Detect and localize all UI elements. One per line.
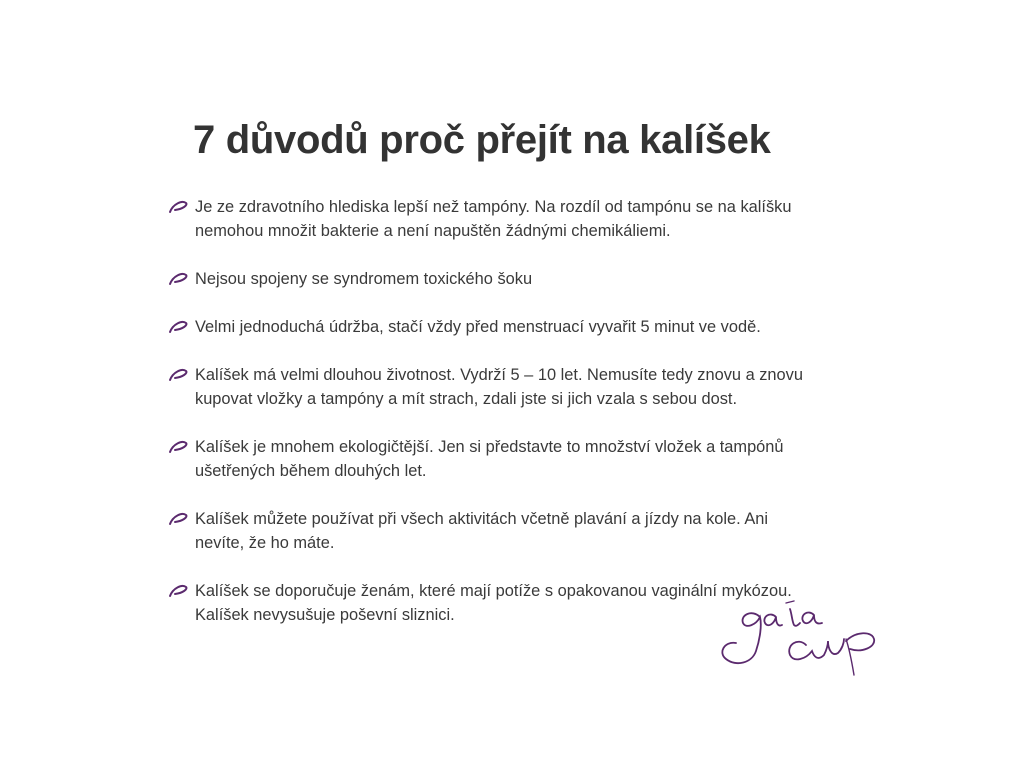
reason-item xyxy=(168,195,868,243)
reason-line: kupovat vložky a tampóny a mít strach, zdali jste si jich vzala s sebou dost. xyxy=(195,390,738,408)
reason-line: nevíte, že ho máte. xyxy=(195,534,335,552)
reason-item xyxy=(168,267,868,291)
cup-swoosh-icon xyxy=(168,199,188,215)
reason-line: Velmi jednoduchá údržba, stačí vždy před menstruací vyvařit 5 minut ve vodě. xyxy=(195,318,761,336)
reason-item xyxy=(168,315,868,339)
page-title: 7 důvodů proč přejít na kalíšek xyxy=(193,118,771,162)
reason-item xyxy=(168,435,868,483)
cup-swoosh-icon xyxy=(168,511,188,527)
reason-line: Kalíšek má velmi dlouhou životnost. Vydrží 5 – 10 let. Nemusíte tedy znovu a znovu xyxy=(195,366,803,384)
cup-swoosh-icon xyxy=(168,583,188,599)
reason-line: Kalíšek můžete používat při všech aktivitách včetně plavání a jízdy na kole. Ani xyxy=(195,510,769,528)
reasons-list xyxy=(168,195,868,627)
reason-line: Nejsou spojeny se syndromem toxického šoku xyxy=(195,270,533,288)
reason-item xyxy=(168,363,868,411)
reason-line: Kalíšek se doporučuje ženám, které mají potíže s opakovanou vaginální mykózou. xyxy=(195,582,792,600)
reason-line: Kalíšek je mnohem ekologičtější. Jen si představte to množství vložek a tampónů xyxy=(195,438,784,456)
cup-swoosh-icon xyxy=(168,367,188,383)
reason-item xyxy=(168,507,868,555)
cup-swoosh-icon xyxy=(168,319,188,335)
reason-line: Kalíšek nevysušuje poševní sliznici. xyxy=(195,606,455,624)
gaia-cup-logo xyxy=(716,595,886,680)
reason-line: Je ze zdravotního hlediska lepší než tampóny. Na rozdíl od tampónu se na kalíšku xyxy=(195,198,792,216)
cup-swoosh-icon xyxy=(168,439,188,455)
reason-line: nemohou množit bakterie a není napuštěn žádnými chemikáliemi. xyxy=(195,222,671,240)
cup-swoosh-icon xyxy=(168,271,188,287)
reason-line: ušetřených během dlouhých let. xyxy=(195,462,427,480)
